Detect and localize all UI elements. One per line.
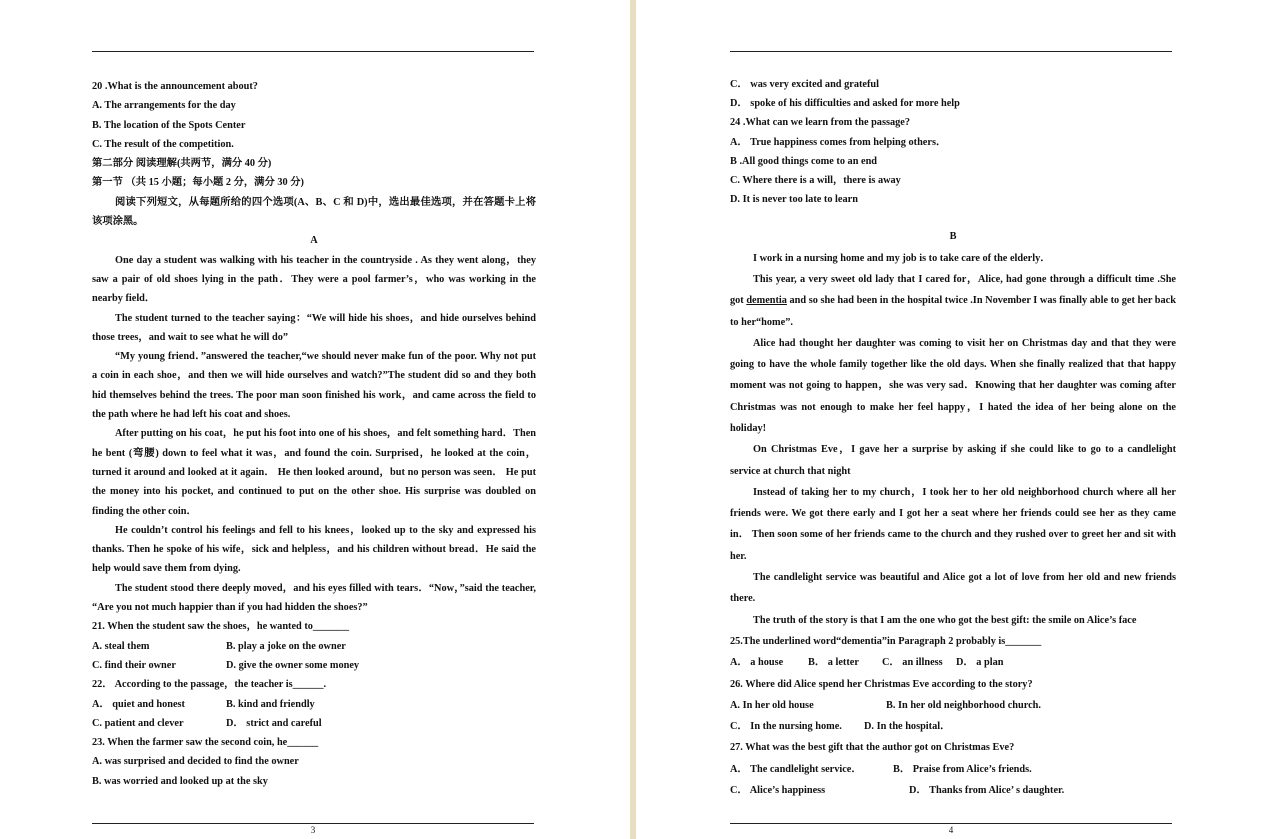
passage-b-text: This year, a very sweet old lady that I cared for，Alice, had gone through a difficult time .She got: [730, 273, 1176, 307]
q26-options-row-1: [730, 695, 1176, 716]
passage-b-paragraph: I work in a nursing home and my job is to take care of the elderly．: [753, 252, 1051, 264]
passage-b-label: B: [949, 231, 957, 243]
q20-option-c: C. The result of the competition.: [92, 138, 234, 150]
passage-b-paragraph: Instead of taking her to my church，I took her to her old neighborhood church where all her friends were. We got there early and I got her a seat where her friends could see her as they came in． Then soon some of her friends came to the church and they rushed over to greet her and sit with her.: [730, 486, 1176, 562]
q25-option-b: B． a letter: [808, 657, 859, 669]
q22-option-c: C. patient and clever: [92, 717, 184, 729]
q22-option-b: B. kind and friendly: [226, 698, 315, 710]
passage-a-paragraph: The student turned to the teacher saying：“We will hide his shoes，and hide ourselves behind those trees，and wait to see what he will do”: [92, 312, 536, 343]
passage-a-paragraph: One day a student was walking with his teacher in the countryside . As they went along，they saw a pair of old shoes lying in the path．They were a pool farmer’s，who was working in the nearby field．: [92, 254, 536, 305]
question-26: 26. Where did Alice spend her Christmas Eve according to the story?: [730, 678, 1033, 690]
q24-option-c: C. Where there is a will，there is away: [730, 174, 901, 186]
passage-a-label: A: [310, 235, 318, 247]
footer-rule: [92, 823, 534, 824]
header-rule: [92, 51, 534, 52]
q21-options-row-2: [92, 656, 536, 675]
section-2-subtitle: 第一节 （共 15 小题；每小题 2 分，满分 30 分): [92, 177, 304, 189]
question-20: 20 .What is the announcement about?: [92, 81, 258, 92]
q25-option-c: C． an illness: [882, 657, 943, 669]
q27-option-c: C． Alice’s happiness: [730, 785, 826, 797]
question-21: 21. When the student saw the shoes，he wanted to_______: [92, 621, 349, 633]
q25-option-d: D． a plan: [956, 657, 1004, 669]
q26-options-row-2: [730, 716, 1176, 737]
header-rule: [730, 51, 1172, 52]
left-column: [92, 77, 536, 791]
q23-option-c: C． was very excited and grateful: [730, 79, 879, 90]
question-27: 27. What was the best gift that the author got on Christmas Eve?: [730, 742, 1015, 754]
q22-option-a: A． quiet and honest: [92, 698, 185, 710]
q26-option-d: D. In the hospital．: [864, 721, 951, 733]
q21-option-d: D. give the owner some money: [226, 659, 360, 671]
passage-b-paragraph: Alice had thought her daughter was coming to visit her on Christmas day and that they were going to have the whole family together like the old days. When she finally realized that that happy moment was not going to happen，she was very sad．Knowing that her daughter was coming after Christmas was not enough to make her feel happy，I hated the idea of her being alone on the holiday!: [730, 337, 1176, 434]
passage-a-paragraph: After putting on his coat，he put his foot into one of his shoes，and felt something hard．Then he bent (弯腰) down to feel what it was，and found the coin. Surprised，he looked at the coin，turned it around and looked at it again． He then looked around，but no person was seen． He put the money into his pocket, and continued to put on the other shoe. His surprise was doubled on finding the other coin．: [92, 428, 536, 517]
question-23: 23. When the farmer saw the second coin, he______: [92, 737, 319, 749]
footer-rule: [730, 823, 1172, 824]
q24-option-a: A． True happiness comes from helping others．: [730, 136, 947, 148]
q21-option-c: C. find their owner: [92, 659, 176, 671]
instructions: 阅读下列短文，从每题所给的四个选项(A、B、C 和 D)中，选出最佳选项，并在答题卡上将该项涂黑。: [92, 196, 536, 228]
question-25: 25.The underlined word“dementia”in Paragraph 2 probably is_______: [730, 635, 1042, 647]
q27-option-b: B． Praise from Alice’s friends.: [893, 763, 1032, 775]
q27-option-a: A． The candlelight service．: [730, 763, 862, 775]
q20-option-a: A. The arrangements for the day: [92, 100, 236, 112]
q23-option-b: B. was worried and looked up at the sky: [92, 775, 268, 787]
q27-option-d: D． Thanks from Alice’ s daughter.: [909, 785, 1065, 797]
question-22: 22． According to the passage，the teacher is______.: [92, 679, 327, 691]
page-number: 4: [948, 825, 954, 835]
q27-options-row-2: [730, 780, 1176, 801]
passage-b-text: and so she had been in the hospital twice .In November I was finally able to get her back to her“home”.: [730, 295, 1176, 328]
passage-a-paragraph: “My young friend．”answered the teacher,“we should never make fun of the poor. Why not put a coin in each shoe，and then we will hide ourselves and watch?”The student did so and they both hid themselves behind the trees. The poor man soon finished his work，and came across the field to the path where he had left his coat and shoes.: [92, 351, 536, 421]
section-2-title: 第二部分 阅读理解(共两节，满分 40 分): [92, 158, 272, 170]
passage-a-paragraph: The student stood there deeply moved，and his eyes filled with tears．“Now，”said the teacher, “Are you not much happier than if you had hidden the shoes?”: [92, 582, 536, 614]
passage-b-paragraph: The truth of the story is that I am the one who got the best gift: the smile on Alice’s face: [753, 614, 1137, 626]
q25-option-a: A． a house: [730, 657, 784, 669]
q27-options-row-1: [730, 759, 1176, 780]
page-4: [636, 0, 1268, 839]
q21-option-a: A. steal them: [92, 640, 150, 652]
q22-option-d: D． strict and careful: [226, 717, 322, 729]
q26-option-b: B. In her old neighborhood church.: [886, 699, 1041, 711]
q22-options-row-1: [92, 695, 536, 714]
q23-option-a: A. was surprised and decided to find the owner: [92, 756, 299, 768]
question-24: 24 .What can we learn from the passage?: [730, 117, 910, 129]
right-column: [730, 75, 1176, 801]
q24-option-b: B .All good things come to an end: [730, 155, 878, 167]
q22-options-row-2: [92, 714, 536, 733]
spacer: [730, 209, 1176, 226]
q21-option-b: B. play a joke on the owner: [226, 640, 346, 652]
passage-a-paragraph: He couldn’t control his feelings and fell to his knees，looked up to the sky and expressed his thanks. Then he spoke of his wife，sick and helpless，and his children without bread．He said the help would save them from dying.: [92, 524, 536, 575]
q23-option-d: D． spoke of his difficulties and asked for more help: [730, 98, 960, 110]
q26-option-c: C． In the nursing home.: [730, 721, 842, 733]
q26-option-a: A. In her old house: [730, 699, 814, 711]
underlined-word: dementia: [746, 295, 787, 307]
page-number: 3: [310, 825, 316, 835]
q25-options-row: [730, 652, 1176, 673]
passage-b-paragraph: The candlelight service was beautiful and Alice got a lot of love from her old and new friends there.: [730, 572, 1176, 605]
passage-b-paragraph: [730, 269, 1176, 333]
q24-option-d: D. It is never too late to learn: [730, 194, 858, 206]
q20-option-b: B. The location of the Spots Center: [92, 119, 246, 131]
q21-options-row-1: [92, 637, 536, 656]
passage-b-paragraph: On Christmas Eve，I gave her a surprise by asking if she could like to go to a candlelight service at church that night: [730, 444, 1176, 477]
page-3: [0, 0, 630, 839]
